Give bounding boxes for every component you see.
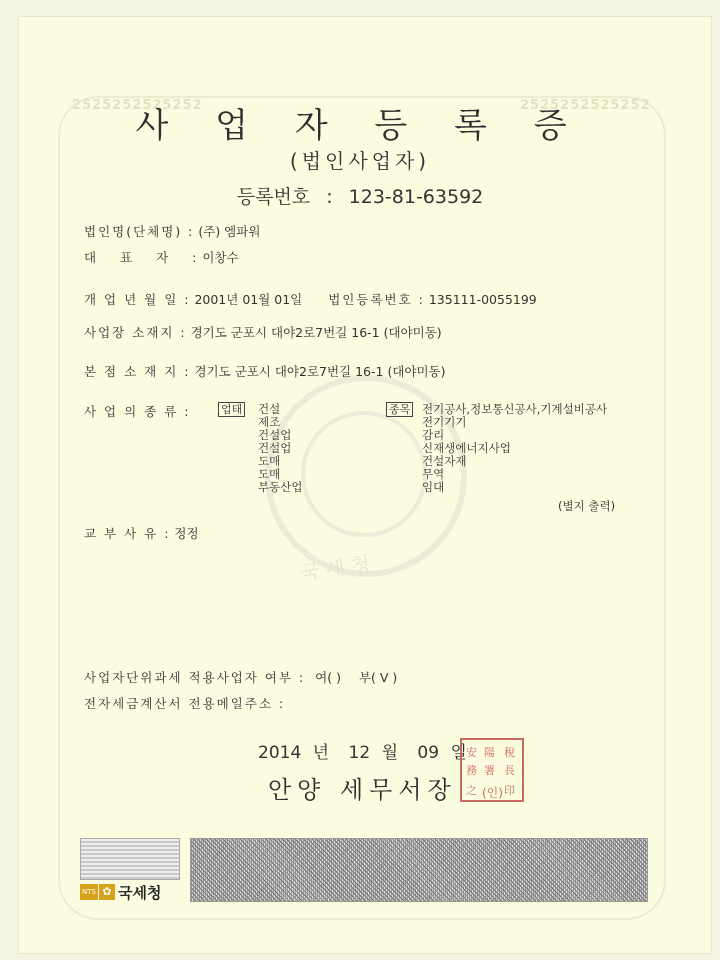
representative-label: 대 표 자 : (84, 250, 199, 265)
business-item: 전기기기 (422, 415, 467, 429)
hq-label: 본 점 소 재 지 : (84, 364, 191, 379)
official-red-stamp: 安 陽 稅 務 署 長 之 印 (460, 738, 524, 802)
hq-row (84, 362, 446, 380)
business-type: 부동산업 (258, 480, 303, 494)
registration-separator: : (326, 186, 333, 208)
registration-label: 등록번호 (236, 186, 311, 208)
email-row (84, 694, 285, 712)
decorative-border-right: 2525252525252 (520, 98, 651, 113)
location-label: 사업장 소재지 : (84, 325, 187, 340)
location-row (84, 323, 442, 341)
issue-year-unit: 년 (312, 743, 330, 763)
business-type: 제조 (258, 415, 281, 429)
registration-number: 123-81-63592 (348, 186, 484, 208)
decorative-border-left: 2525252525252 (72, 98, 203, 113)
issuing-office: 안양 세무서장 (268, 776, 457, 804)
nts-agency-name: 국세청 (117, 883, 162, 902)
email-label: 전자세금계산서 전용메일주소 : (84, 696, 286, 711)
verification-code-box (80, 838, 180, 880)
business-type: 건설업 (258, 428, 292, 442)
business-type-row (84, 402, 190, 420)
watermark-seal-text: 국세청 (298, 550, 378, 586)
corp-name-label: 법인명(단체명) : (84, 224, 195, 239)
corp-name-value: (주) 엠파워 (198, 224, 261, 239)
issue-month: 12 (348, 743, 371, 763)
corp-name-row (84, 222, 260, 240)
business-type: 도매 (258, 467, 281, 481)
nts-logo (80, 882, 161, 902)
representative-row (84, 248, 239, 266)
business-item: 신재생에너지사업 (422, 441, 511, 455)
issue-day-unit: 일 (450, 743, 467, 763)
business-type-label: 사 업 의 종 류 : (84, 404, 191, 419)
separate-print-note: (별지 출력) (558, 499, 616, 513)
issue-day: 09 (417, 743, 440, 763)
unit-tax-row (84, 668, 397, 686)
reason-value: 정정 (174, 526, 199, 541)
unit-tax-yes: 여( ) (315, 670, 341, 685)
issue-year: 2014 (258, 743, 302, 763)
business-item: 건설자재 (422, 454, 467, 468)
business-item: 임대 (422, 480, 445, 494)
business-types-list (258, 403, 302, 494)
hq-value: 경기도 군포시 대야2로7번길 16-1 (대야미동) (194, 364, 446, 379)
reason-row (84, 524, 199, 542)
nts-badge: NTS (80, 884, 98, 900)
open-date-value: 2001년 01월 01일 (194, 292, 303, 307)
business-type: 도매 (258, 454, 281, 468)
issue-date (258, 738, 467, 763)
business-items-list (422, 403, 607, 494)
document-subtitle: (법인사업자) (289, 149, 431, 173)
corp-reg-label: 법인등록번호 : (328, 292, 425, 307)
representative-value: 이창수 (202, 250, 239, 265)
business-type: 건설업 (258, 441, 292, 455)
reason-label: 교 부 사 유 : (84, 526, 171, 541)
registration-number-line (0, 182, 720, 209)
business-item: 감리 (422, 428, 445, 442)
unit-tax-no: 부( V ) (358, 670, 398, 685)
corp-reg-value: 135111-0055199 (428, 292, 537, 307)
open-date-row (84, 290, 537, 308)
location-value: 경기도 군포시 대야2로7번길 16-1 (대야미동) (190, 325, 442, 340)
open-date-label: 개 업 년 월 일 : (84, 292, 191, 307)
business-item: 전기공사,정보통신공사,기계설비공사 (422, 402, 608, 416)
flower-icon: ✿ (99, 884, 115, 900)
business-type: 건설 (258, 402, 281, 416)
item-label-box: 종목 (386, 402, 413, 417)
stamp-in-mark: (인) (482, 786, 503, 800)
type-label-box: 업태 (218, 402, 245, 417)
2d-barcode (190, 838, 648, 902)
document-title: 사 업 자 등 록 증 (135, 106, 585, 146)
issue-month-unit: 월 (381, 743, 398, 763)
business-item: 무역 (422, 467, 445, 481)
unit-tax-label: 사업자단위과세 적용사업자 여부 : (84, 670, 306, 685)
